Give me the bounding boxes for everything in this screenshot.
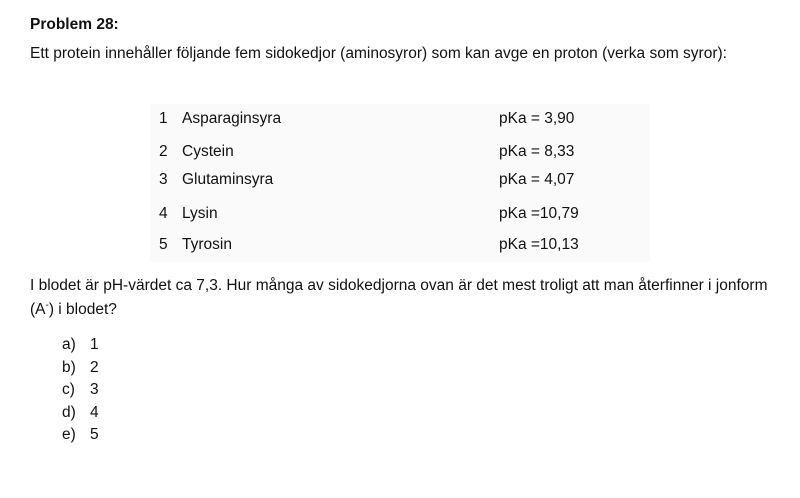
pka-value: pKa = 8,33 [499,143,575,160]
option-letter: e) [62,426,76,443]
option-value: 4 [90,403,99,421]
amino-acid-name: Glutaminsyra [182,171,274,188]
option-value: 1 [90,336,99,353]
pka-value: pKa = 4,07 [499,171,575,188]
amino-acid-name: Cystein [182,143,234,160]
amino-acid-name: Tyrosin [182,236,232,253]
table-row [150,143,650,163]
option-letter: c) [62,381,75,398]
row-number: 4 [159,205,168,222]
option-value: 2 [90,358,99,376]
amino-acid-table [150,104,650,262]
intro-text: Ett protein innehåller följande fem sidokedjor (aminosyror) som kan avge en proton (verka som syror): [30,45,727,62]
amino-acid-name: Lysin [182,205,218,222]
option-value: 5 [90,426,99,443]
pka-value: pKa =10,13 [499,236,579,253]
row-number: 3 [159,171,168,188]
option-value: 3 [90,381,99,398]
table-row [150,205,650,225]
pka-value: pKa =10,79 [499,205,579,222]
pka-value: pKa = 3,90 [499,110,575,127]
option-letter: b) [62,358,76,376]
question-text-start: I blodet är pH-värdet ca 7,3. Hur många av sidokedjorna ovan är det mest troligt att man återfinner i jonform (A [30,277,768,318]
table-row [150,110,650,130]
problem-title: Problem 28: [30,16,119,33]
table-row [150,236,650,256]
anion-charge-superscript: - [45,299,49,311]
option-letter: d) [62,403,76,421]
question-text [30,274,790,322]
question-text-end: ) i blodet? [48,301,117,318]
row-number: 5 [159,236,168,253]
table-row [150,171,650,191]
row-number: 1 [159,110,168,127]
amino-acid-name: Asparaginsyra [182,110,282,127]
option-letter: a) [62,336,76,353]
row-number: 2 [159,143,168,160]
